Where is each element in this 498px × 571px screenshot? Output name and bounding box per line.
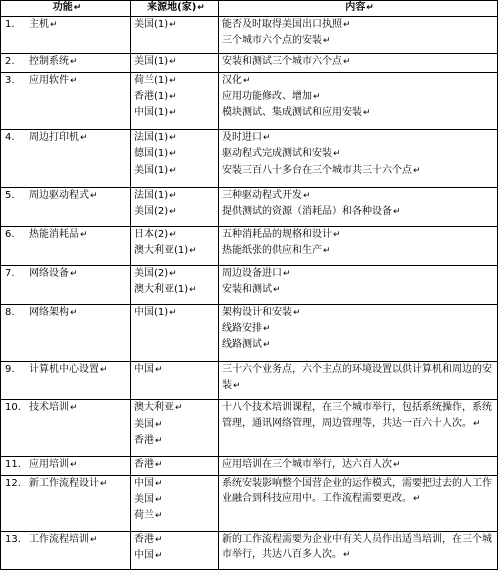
- content-line: [222, 337, 497, 353]
- row-number: 6.: [5, 228, 15, 240]
- source-text: 澳大利亚(1): [134, 244, 189, 256]
- func-label: 技术培训: [29, 402, 69, 414]
- content-text: 三个城市六个点的安装: [222, 35, 322, 47]
- paragraph-mark: ↵: [273, 285, 281, 295]
- table-row: [1, 72, 498, 130]
- paragraph-mark: ↵: [175, 403, 183, 414]
- content-paragraph: [222, 362, 497, 393]
- func-cell: [1, 53, 131, 72]
- source-text: 德国(1): [134, 148, 169, 160]
- func-cell: [1, 362, 131, 400]
- source-item: [134, 548, 218, 564]
- source-text: 香港: [134, 434, 154, 446]
- content-cell: [219, 304, 498, 362]
- paragraph-mark: ↵: [323, 36, 331, 47]
- content-line: [222, 105, 497, 121]
- content-cell: [219, 53, 498, 72]
- paragraph-mark: ↵: [169, 75, 177, 86]
- source-text: 香港(1): [134, 90, 169, 102]
- func-label: 控制系统: [29, 55, 69, 67]
- paragraph-mark: ↵: [155, 494, 163, 505]
- content-line: [222, 305, 497, 321]
- content-paragraph: [222, 532, 497, 563]
- paragraph-mark: ↵: [169, 56, 177, 67]
- row-number: 8.: [5, 306, 15, 318]
- content-cell: [219, 72, 498, 130]
- source-item: [134, 508, 218, 524]
- source-item: [134, 532, 218, 548]
- content-line: [222, 188, 497, 204]
- source-cell: [131, 265, 219, 304]
- content-cell: [219, 187, 498, 226]
- table-row: [1, 362, 498, 400]
- table-row: [1, 187, 498, 226]
- paragraph-mark: ↵: [343, 550, 351, 561]
- source-cell: [131, 531, 219, 569]
- content-text: 热能纸张的供应和生产: [222, 244, 322, 256]
- source-text: 美国(2): [134, 205, 169, 217]
- source-cell: [131, 53, 219, 72]
- paragraph-mark: ↵: [70, 75, 78, 86]
- source-text: 香港: [134, 458, 154, 470]
- content-cell: [219, 362, 498, 400]
- row-number: 1.: [5, 19, 15, 30]
- table-row: [1, 531, 498, 569]
- source-text: 中国: [134, 364, 154, 376]
- header-source: 来源地(家)↵: [131, 1, 219, 17]
- table-body: [1, 17, 498, 570]
- content-text: 三种驱动程式开发: [222, 189, 302, 201]
- paragraph-mark: ↵: [155, 510, 163, 521]
- paragraph-mark: ↵: [90, 534, 98, 545]
- func-cell: [1, 72, 131, 130]
- paragraph-mark: ↵: [155, 365, 163, 376]
- content-text: 模块测试、集成测试和应用安装: [222, 106, 362, 118]
- paragraph-mark: ↵: [100, 478, 108, 489]
- source-cell: [131, 362, 219, 400]
- func-cell: [1, 531, 131, 569]
- row-number: 4.: [5, 132, 15, 144]
- paragraph-mark: ↵: [243, 75, 251, 86]
- source-item: [134, 188, 218, 204]
- source-text: 中国(1): [134, 306, 169, 318]
- func-cell: [1, 456, 131, 475]
- source-text: 法国(1): [134, 189, 169, 201]
- func-label: 工作流程培训: [29, 533, 89, 545]
- source-item: [134, 417, 218, 433]
- paragraph-mark: ↵: [393, 206, 401, 217]
- row-number: 9.: [5, 364, 15, 376]
- paragraph-mark: ↵: [413, 493, 421, 504]
- content-cell: [219, 17, 498, 54]
- paragraph-mark: ↵: [473, 418, 481, 429]
- source-text: 澳大利亚(1): [134, 284, 189, 295]
- source-item: [134, 163, 218, 179]
- func-label: 热能消耗品: [29, 228, 79, 240]
- source-item: [134, 282, 218, 298]
- source-item: [134, 105, 218, 121]
- source-text: 美国(2): [134, 267, 169, 279]
- source-item: [134, 54, 218, 70]
- header-row: [1, 1, 498, 17]
- paragraph-mark: ↵: [70, 403, 78, 414]
- table-row: [1, 17, 498, 54]
- content-line: [222, 33, 497, 49]
- paragraph-mark: ↵: [169, 149, 177, 160]
- source-item: [134, 305, 218, 321]
- content-text: 线路测试: [222, 339, 262, 351]
- source-cell: [131, 475, 219, 531]
- row-number: 7.: [5, 267, 15, 279]
- func-label: 应用培训: [29, 458, 69, 470]
- row-number: 11.: [5, 458, 21, 470]
- paragraph-mark: ↵: [263, 133, 271, 144]
- content-text: 汉化: [222, 74, 242, 86]
- content-text: 新的工作流程需要为企业中有关人员作出适当培训，在三个城市举行，共达八百多人次。: [222, 533, 492, 561]
- content-line: [222, 282, 497, 298]
- row-number: 10.: [5, 402, 21, 414]
- content-line: [222, 54, 497, 70]
- paragraph-mark: ↵: [263, 340, 271, 351]
- paragraph-mark: ↵: [313, 91, 321, 102]
- func-label: 周边驱动程式: [29, 189, 89, 201]
- paragraph-mark: ↵: [155, 551, 163, 562]
- source-item: [134, 17, 218, 33]
- content-text: 能否及时取得美国出口执照: [222, 19, 342, 30]
- content-line: [222, 204, 497, 220]
- source-item: [134, 266, 218, 282]
- source-text: 美国: [134, 493, 154, 505]
- table-row: [1, 265, 498, 304]
- content-text: 三十六个业务点，六个主点的环境设置以供计算机和周边的安装: [222, 364, 492, 391]
- paragraph-mark: ↵: [189, 245, 197, 256]
- source-text: 中国(1): [134, 106, 169, 118]
- paragraph-mark: ↵: [169, 91, 177, 102]
- content-line: [222, 146, 497, 162]
- table-row: [1, 456, 498, 475]
- paragraph-mark: ↵: [323, 245, 331, 256]
- paragraph-mark: ↵: [189, 285, 197, 295]
- source-text: 澳大利亚: [134, 402, 174, 414]
- source-text: 美国: [134, 418, 154, 430]
- content-cell: [219, 130, 498, 188]
- content-paragraph: [222, 400, 497, 431]
- table-row: [1, 400, 498, 456]
- paragraph-mark: ↵: [169, 307, 177, 318]
- paragraph-mark: ↵: [363, 107, 371, 118]
- paragraph-mark: ↵: [70, 307, 78, 318]
- func-label: 网络设备: [29, 267, 69, 279]
- paragraph-mark: ↵: [70, 56, 78, 67]
- content-paragraph: [222, 476, 497, 507]
- row-number: 2.: [5, 55, 15, 67]
- source-text: 美国(1): [134, 19, 169, 30]
- source-cell: [131, 130, 219, 188]
- paragraph-mark: ↵: [155, 478, 163, 489]
- content-text: 系统安装影响整个国营企业的运作模式，需要把过去的人工作业融合到科技应用中。工作流程需要更改。: [222, 477, 492, 504]
- content-text: 安装三百八十多台在三个城市共三十六个点: [222, 164, 412, 176]
- content-text: 驱动程式完成测试和安装: [222, 148, 332, 160]
- source-item: [134, 146, 218, 162]
- source-cell: [131, 226, 219, 265]
- paragraph-mark: ↵: [413, 165, 421, 176]
- table-row: [1, 130, 498, 188]
- content-text: 五种消耗品的规格和设计: [222, 228, 332, 240]
- paragraph-mark: ↵: [303, 190, 311, 201]
- source-item: [134, 89, 218, 105]
- paragraph-mark: ↵: [233, 380, 241, 391]
- paragraph-mark: ↵: [393, 459, 401, 470]
- content-text: 应用功能修改、增加: [222, 90, 312, 102]
- paragraph-mark: ↵: [70, 459, 78, 470]
- row-number: 13.: [5, 533, 21, 545]
- paragraph-mark: ↵: [169, 268, 177, 279]
- paragraph-mark: ↵: [293, 307, 301, 318]
- content-line: [222, 227, 497, 243]
- content-line: [222, 73, 497, 89]
- source-cell: [131, 187, 219, 226]
- source-item: [134, 243, 218, 259]
- source-item: [134, 457, 218, 473]
- row-number: 12.: [5, 477, 21, 489]
- paragraph-mark: ↵: [155, 459, 163, 470]
- content-text: 安装和测试三个城市六个点: [222, 55, 342, 67]
- source-text: 中国: [134, 477, 154, 489]
- content-text: 线路安排: [222, 323, 262, 335]
- content-text: 周边设备进口: [222, 267, 282, 279]
- content-text: 架构设计和安装: [222, 306, 292, 318]
- paragraph-mark: ↵: [343, 20, 351, 30]
- content-cell: [219, 400, 498, 456]
- paragraph-mark: ↵: [50, 20, 58, 30]
- paragraph-mark: ↵: [169, 107, 177, 118]
- table-row: [1, 53, 498, 72]
- func-label: 网络架构: [29, 306, 69, 318]
- paragraph-mark: ↵: [80, 229, 88, 240]
- content-text: 及时进口: [222, 132, 262, 144]
- paragraph-mark: ↵: [169, 206, 177, 217]
- source-text: 美国(1): [134, 164, 169, 176]
- source-item: [134, 227, 218, 243]
- paragraph-mark: ↵: [100, 365, 108, 376]
- paragraph-mark: ↵: [333, 229, 341, 240]
- func-cell: [1, 226, 131, 265]
- content-text: 提供测试的资源（消耗品）和各种设备: [222, 205, 392, 217]
- source-item: [134, 204, 218, 220]
- content-line: [222, 17, 497, 33]
- table-row: [1, 304, 498, 362]
- paragraph-mark: ↵: [70, 268, 78, 279]
- row-number: 3.: [5, 74, 15, 86]
- paragraph-mark: ↵: [169, 20, 177, 30]
- row-number: 5.: [5, 189, 15, 201]
- content-line: [222, 130, 497, 146]
- paragraph-mark: ↵: [155, 419, 163, 430]
- func-label: 计算机中心设置: [29, 364, 99, 376]
- table-row: [1, 475, 498, 531]
- source-text: 荷兰: [134, 509, 154, 521]
- paragraph-mark: ↵: [155, 435, 163, 446]
- paragraph-mark: ↵: [333, 149, 341, 160]
- source-item: [134, 433, 218, 449]
- content-cell: [219, 456, 498, 475]
- header-content: 内容↵: [219, 1, 498, 17]
- source-item: [134, 362, 218, 378]
- source-item: [134, 400, 218, 416]
- content-cell: [219, 226, 498, 265]
- source-cell: [131, 400, 219, 456]
- func-label: 周边打印机: [29, 132, 79, 144]
- content-line: [222, 89, 497, 105]
- content-cell: [219, 475, 498, 531]
- source-cell: [131, 17, 219, 54]
- func-label: 应用软件: [29, 74, 69, 86]
- paragraph-mark: ↵: [169, 190, 177, 201]
- func-cell: [1, 304, 131, 362]
- source-text: 日本(2): [134, 228, 169, 240]
- paragraph-mark: ↵: [169, 229, 177, 240]
- source-text: 荷兰(1): [134, 74, 169, 86]
- func-cell: [1, 400, 131, 456]
- source-item: [134, 73, 218, 89]
- func-cell: [1, 130, 131, 188]
- content-text: 安装和测试: [222, 284, 272, 295]
- func-cell: [1, 187, 131, 226]
- content-text: 十八个技术培训课程，在三个城市举行，包括系统操作，系统管理，通讯网络管理，周边管理等，共达一百六十人次。: [222, 402, 492, 429]
- content-line: [222, 163, 497, 179]
- paragraph-mark: ↵: [343, 56, 351, 67]
- func-label: 新工作流程设计: [29, 477, 99, 489]
- content-line: [222, 243, 497, 259]
- source-cell: [131, 304, 219, 362]
- source-item: [134, 130, 218, 146]
- table-row: [1, 226, 498, 265]
- paragraph-mark: ↵: [169, 133, 177, 144]
- paragraph-mark: ↵: [263, 324, 271, 335]
- content-line: [222, 321, 497, 337]
- paragraph-mark: ↵: [283, 268, 291, 279]
- source-item: [134, 492, 218, 508]
- source-item: [134, 476, 218, 492]
- source-text: 法国(1): [134, 132, 169, 144]
- paragraph-mark: ↵: [155, 534, 163, 545]
- source-text: 香港: [134, 533, 154, 545]
- paragraph-mark: ↵: [80, 133, 88, 144]
- header-func: 功能↵: [1, 1, 131, 17]
- source-cell: [131, 456, 219, 475]
- source-cell: [131, 72, 219, 130]
- content-paragraph: [222, 457, 497, 473]
- paragraph-mark: ↵: [90, 190, 98, 201]
- content-line: [222, 266, 497, 282]
- func-label: 主机: [29, 19, 49, 30]
- func-cell: [1, 475, 131, 531]
- source-text: 中国: [134, 550, 154, 562]
- func-cell: [1, 17, 131, 54]
- source-text: 美国(1): [134, 55, 169, 67]
- content-cell: [219, 265, 498, 304]
- content-cell: [219, 531, 498, 569]
- func-cell: [1, 265, 131, 304]
- paragraph-mark: ↵: [169, 165, 177, 176]
- content-text: 应用培训在三个城市举行，达六百人次: [222, 458, 392, 470]
